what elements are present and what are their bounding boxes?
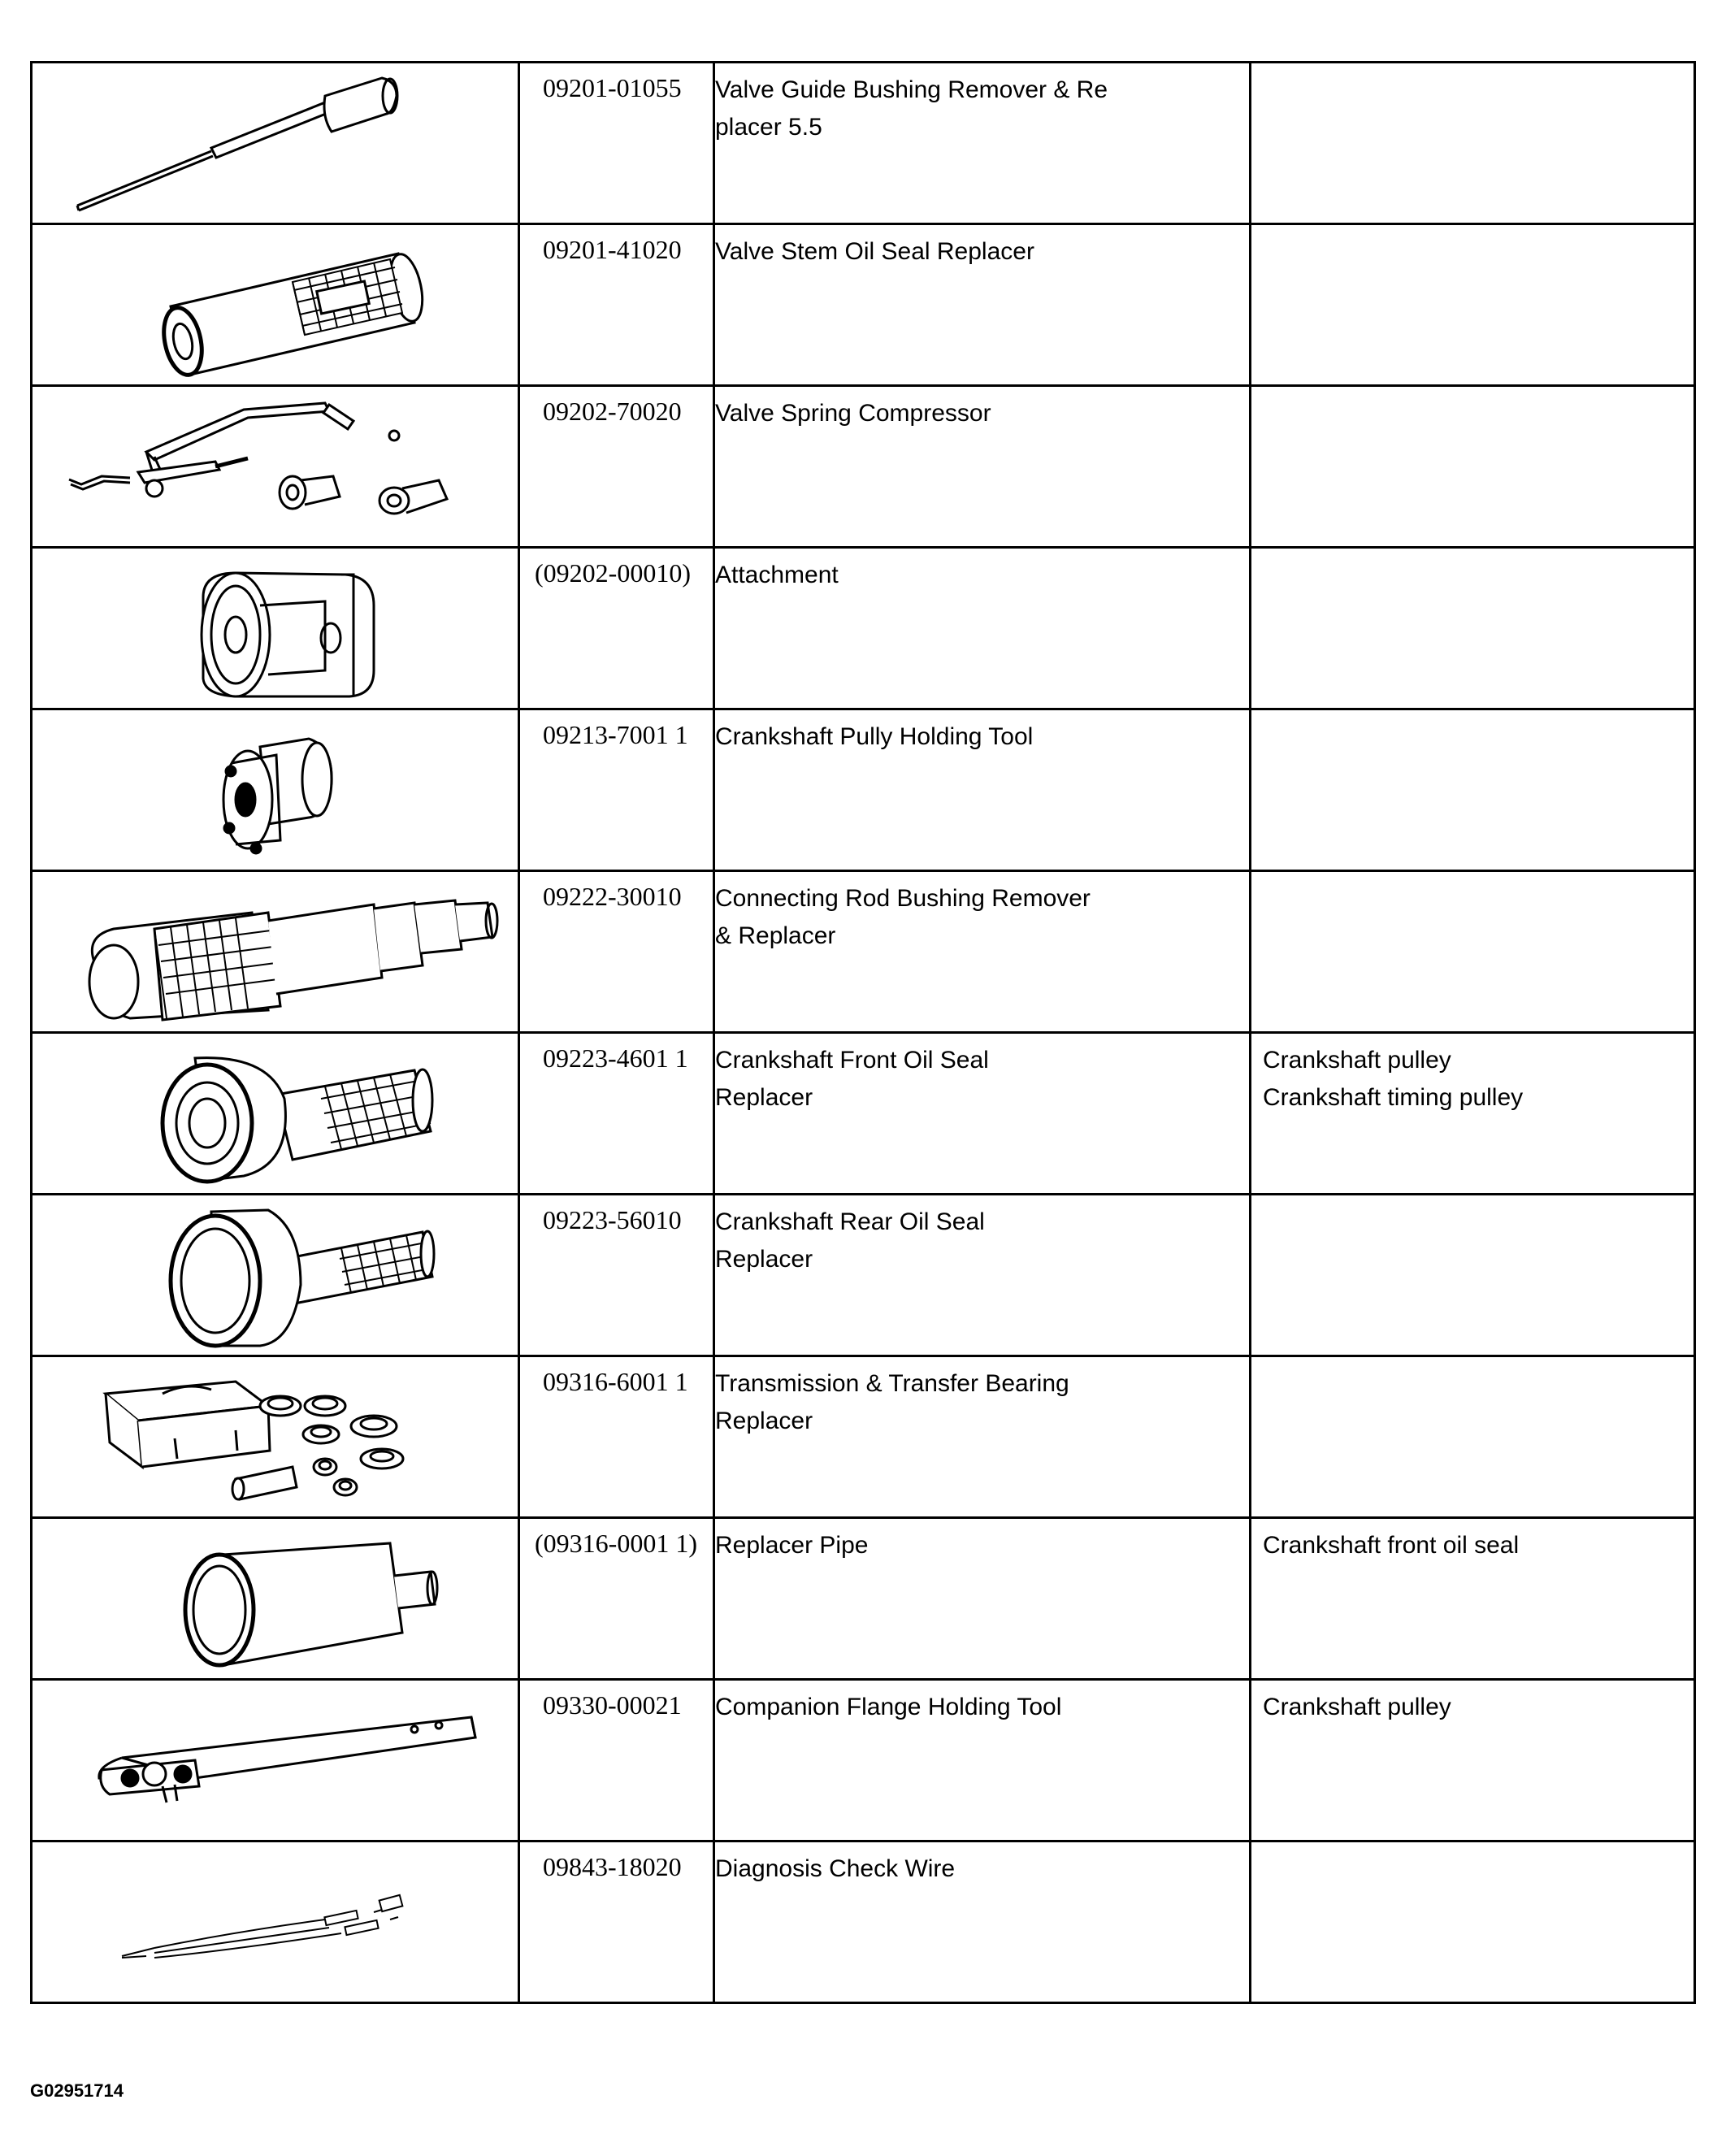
part-number: 09223-4601 1 <box>519 1033 714 1195</box>
tool-note <box>1251 224 1695 386</box>
tool-image-cell <box>32 1033 519 1195</box>
connecting-rod-bushing-remover-icon <box>33 872 520 1034</box>
table-row <box>32 386 1695 548</box>
tool-note <box>1251 1841 1695 2003</box>
part-number: 09201-01055 <box>519 63 714 224</box>
table-row <box>32 709 1695 871</box>
tool-image-cell <box>32 709 519 871</box>
attachment-icon <box>33 549 520 710</box>
tool-image-cell <box>32 871 519 1033</box>
table-row <box>32 1841 1695 2003</box>
tool-name: Diagnosis Check Wire <box>714 1841 1251 2003</box>
tool-name: Connecting Rod Bushing Remover & Replacer <box>714 871 1251 1033</box>
tool-note: Crankshaft front oil seal <box>1251 1518 1695 1680</box>
table-row <box>32 1518 1695 1680</box>
replacer-pipe-icon <box>33 1519 520 1681</box>
tool-name: Crankshaft Front Oil Seal Replacer <box>714 1033 1251 1195</box>
tool-image-cell <box>32 63 519 224</box>
table-row <box>32 1680 1695 1841</box>
tool-name: Crankshaft Pully Holding Tool <box>714 709 1251 871</box>
part-number: (09316-0001 1) <box>519 1518 714 1680</box>
part-number: 09223-56010 <box>519 1195 714 1356</box>
tool-name: Crankshaft Rear Oil Seal Replacer <box>714 1195 1251 1356</box>
tool-name: Companion Flange Holding Tool <box>714 1680 1251 1841</box>
tool-name: Replacer Pipe <box>714 1518 1251 1680</box>
valve-stem-oil-seal-replacer-icon <box>33 225 520 387</box>
table-row <box>32 1356 1695 1518</box>
tool-image-cell <box>32 1841 519 2003</box>
tool-image-cell <box>32 1195 519 1356</box>
table-row <box>32 1195 1695 1356</box>
diagnosis-check-wire-icon <box>33 1842 520 2004</box>
table-row <box>32 548 1695 709</box>
part-number: 09213-7001 1 <box>519 709 714 871</box>
tool-note <box>1251 386 1695 548</box>
crankshaft-rear-oil-seal-replacer-icon <box>33 1195 520 1357</box>
part-number: (09202-00010) <box>519 548 714 709</box>
tool-note <box>1251 63 1695 224</box>
tool-image-cell <box>32 386 519 548</box>
part-number: 09843-18020 <box>519 1841 714 2003</box>
special-tools-table <box>30 61 1696 2004</box>
tool-name: Transmission & Transfer Bearing Replacer <box>714 1356 1251 1518</box>
tool-name: Valve Guide Bushing Remover & Re placer 5.5 <box>714 63 1251 224</box>
tool-name: Valve Spring Compressor <box>714 386 1251 548</box>
crankshaft-front-oil-seal-replacer-icon <box>33 1034 520 1195</box>
valve-spring-compressor-icon <box>33 387 520 549</box>
companion-flange-holding-tool-icon <box>33 1681 520 1842</box>
crankshaft-pully-holding-tool-icon <box>33 710 520 872</box>
bearing-replacer-kit-icon <box>33 1357 520 1519</box>
tool-name: Valve Stem Oil Seal Replacer <box>714 224 1251 386</box>
tool-image-cell <box>32 548 519 709</box>
table-row <box>32 871 1695 1033</box>
tool-note <box>1251 548 1695 709</box>
table-row <box>32 1033 1695 1195</box>
figure-id: G02951714 <box>30 2080 124 2101</box>
part-number: 09202-70020 <box>519 386 714 548</box>
tool-image-cell <box>32 224 519 386</box>
tool-note: Crankshaft pulley <box>1251 1680 1695 1841</box>
tool-note <box>1251 1356 1695 1518</box>
table-row <box>32 63 1695 224</box>
valve-guide-bushing-remover-icon <box>33 63 520 225</box>
tool-note <box>1251 871 1695 1033</box>
part-number: 09316-6001 1 <box>519 1356 714 1518</box>
tool-image-cell <box>32 1518 519 1680</box>
tool-image-cell <box>32 1680 519 1841</box>
part-number: 09222-30010 <box>519 871 714 1033</box>
part-number: 09201-41020 <box>519 224 714 386</box>
table-row <box>32 224 1695 386</box>
part-number: 09330-00021 <box>519 1680 714 1841</box>
tool-note <box>1251 709 1695 871</box>
tool-note <box>1251 1195 1695 1356</box>
tool-name: Attachment <box>714 548 1251 709</box>
tool-note: Crankshaft pulley Crankshaft timing pulley <box>1251 1033 1695 1195</box>
tool-image-cell <box>32 1356 519 1518</box>
